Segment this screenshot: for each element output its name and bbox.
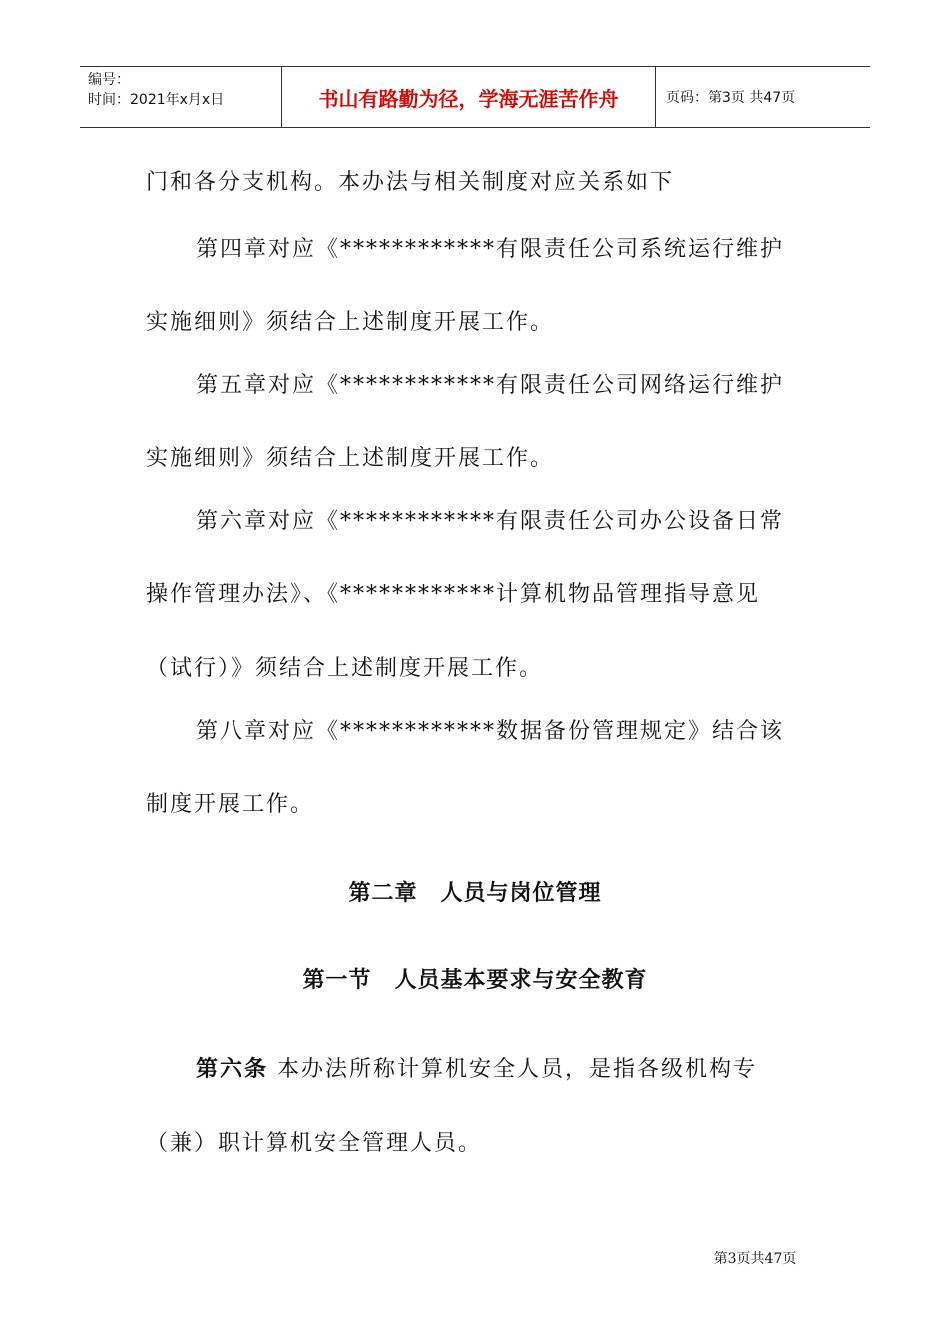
body-line: （兼）职计算机安全管理人员。 [146, 1131, 483, 1156]
section-heading: 第一节 人员基本要求与安全教育 [302, 968, 648, 993]
page-footer [0, 1248, 950, 1268]
page-header [80, 66, 870, 128]
header-page-number: 页码：第3页 共47页 [666, 90, 796, 106]
document-time-label: 时间：2021年x月x日 [88, 92, 225, 108]
document-number-label: 编号： [88, 72, 130, 88]
body-line: 第六章对应《************有限责任公司办公设备日常 [196, 509, 785, 534]
article-paragraph [196, 1052, 856, 1083]
body-line: 第八章对应《************数据备份管理规定》结合该 [196, 719, 785, 744]
header-meta [80, 67, 282, 127]
article-text: 本办法所称计算机安全人员，是指各级机构专 [277, 1057, 758, 1082]
body-line: （试行）》须结合上述制度开展工作。 [146, 656, 544, 681]
chapter-heading: 第二章 人员与岗位管理 [348, 881, 602, 906]
body-line: 第五章对应《************有限责任公司网络运行维护 [196, 373, 785, 398]
article-label: 第六条 [196, 1056, 269, 1082]
body-line: 实施细则》须结合上述制度开展工作。 [146, 446, 555, 471]
body-line: 实施细则》须结合上述制度开展工作。 [146, 310, 555, 335]
body-line: 操作管理办法》、《************计算机物品管理指导意见 [146, 582, 761, 607]
body-line: 制度开展工作。 [146, 792, 315, 817]
footer-page-number: 第3页共47页 [713, 1251, 797, 1267]
body-line: 门和各分支机构。本办法与相关制度对应关系如下 [146, 170, 675, 195]
body-line: 第四章对应《************有限责任公司系统运行维护 [196, 237, 785, 262]
header-motto: 书山有路勤为径，学海无涯苦作舟 [282, 67, 656, 127]
